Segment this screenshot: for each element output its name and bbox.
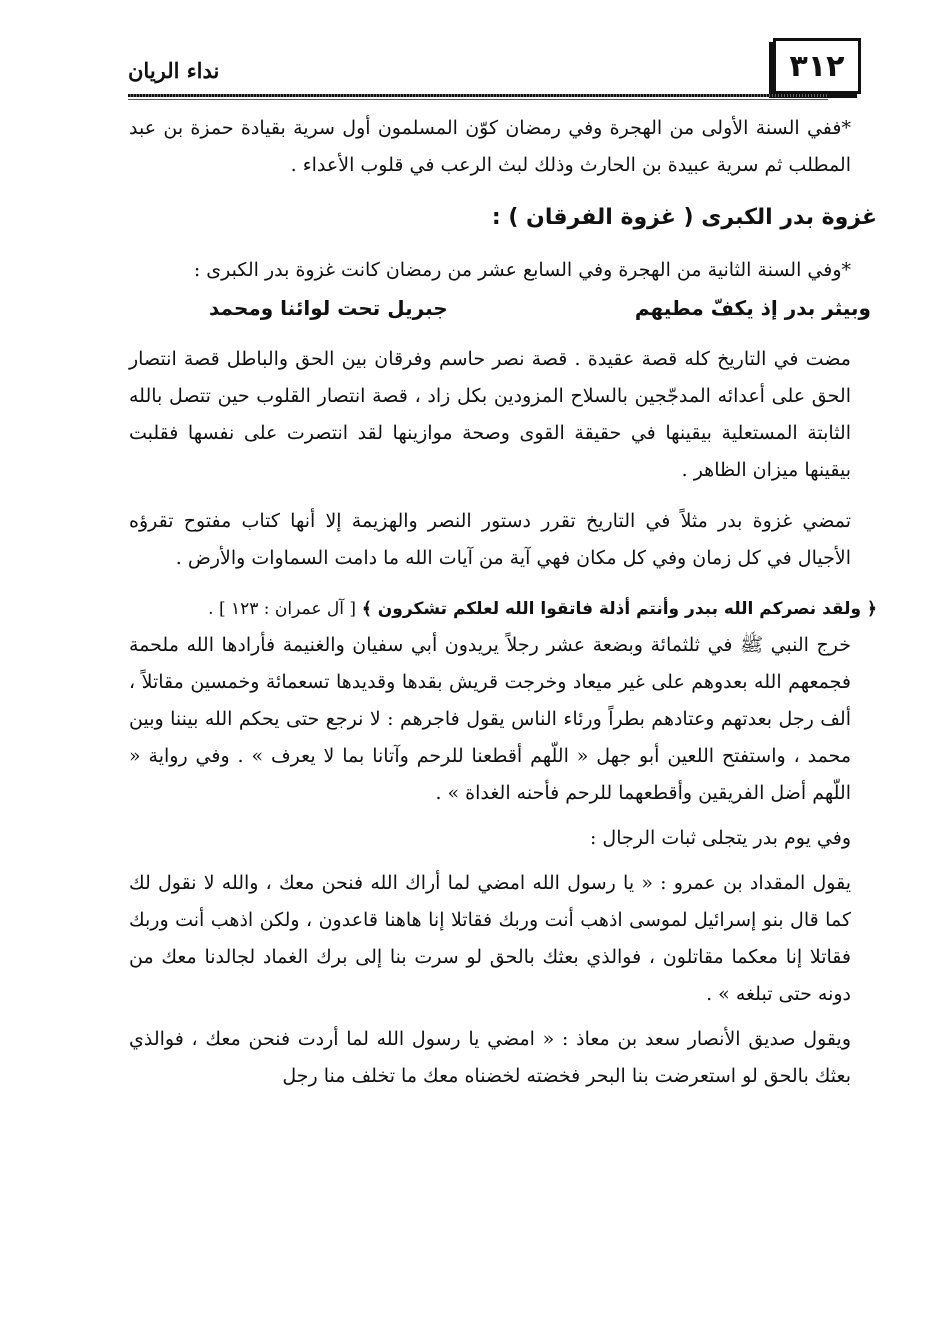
verse-hemistich-1: وبيثر بدر إذ يكفّ مطيهم bbox=[634, 296, 871, 320]
paragraph-open-book: تمضي غزوة بدر مثلاً في التاريخ تقرر دستور النصر والهزيمة إلا أنها كتاب مفتوح تقرؤه الأجيال في كل زمان وفي كل مكان فهي آية من آيات الله ما دامت السماوات والأرض . bbox=[129, 510, 851, 569]
verse-hemistich-2: جبريل تحت لوائنا ومحمد bbox=[209, 296, 448, 320]
paragraph-story-of-creed: مضت في التاريخ كله قصة عقيدة . قصة نصر حاسم وفرقان بين الحق والباطل قصة انتصار الحق على أعدائه المدجّجين بالسلاح المزودين بكل زاد ، قصة انتصار القلوب حين تتصل بالله الثابتة المستعلية بيقينها في حقيقة القوى وصحة موازينها لقد انتصرت على نفسها فقلبت بيقينها ميزان الظاهر . bbox=[129, 348, 851, 481]
header-rule-thin bbox=[128, 99, 828, 100]
running-title: نداء الريان bbox=[128, 58, 220, 83]
paragraph-steadfast-men: وفي يوم بدر يتجلى ثبات الرجال : bbox=[589, 827, 851, 849]
header-rule bbox=[128, 94, 828, 97]
paragraph-saad-bin-muadh: ويقول صديق الأنصار سعد بن معاذ : « امضي يا رسول الله لما أردت فنحن معك ، فوالذي بعثك بالحق لو استعرضت بنا البحر فخضته لخضناه معك ما تخلف منا رجل bbox=[129, 1028, 851, 1087]
section-heading: غزوة بدر الكبرى ( غزوة الفرقان ) : bbox=[491, 205, 877, 230]
paragraph-badr-date: *وفي السنة الثانية من الهجرة وفي السابع عشر من رمضان كانت غزوة بدر الكبرى : bbox=[193, 259, 851, 281]
quran-verse bbox=[129, 591, 877, 627]
page-body bbox=[129, 110, 877, 1095]
quran-verse-reference: [ آل عمران : ١٢٣ ] . bbox=[208, 599, 356, 619]
paragraph-first-sariyya: *ففي السنة الأولى من الهجرة وفي رمضان كوّن المسلمون أول سرية بقيادة حمزة بن عبد المطلب ثم سرية عبيدة بن الحارث وذلك لبث الرعب في قلوب الأعداء . bbox=[129, 117, 851, 176]
quran-verse-text: ﴿ ولقد نصركم الله ببدر وأنتم أذلة فاتقوا الله لعلكم تشكرون ﴾ bbox=[361, 599, 877, 619]
page-number: ٣١٢ bbox=[773, 38, 861, 94]
poetry-verse bbox=[129, 289, 877, 327]
paragraph-march-to-badr: خرج النبي ﷺ في ثلثمائة وبضعة عشر رجلاً يريدون أبي سفيان والغنيمة فأرادها الله ملحمة فجمعهم الله بعدوهم على غير ميعاد وخرجت قريش بقدها وقديدها تسعمائة وخمسين مقاتلاً ، ألف رجل بعدتهم وعتادهم بطراً ورئاء الناس يقول فاجرهم : لا نرجع حتى يحكم الله بيننا وبين محمد ، واستفتح اللعين أبو جهل « اللّهم أقطعنا للرحم وآتانا بما لا يعرف » . وفي رواية « اللّهم أضل الفريقين وأقطعهما للرحم فأحنه الغداة » . bbox=[129, 634, 851, 804]
paragraph-miqdad: يقول المقداد بن عمرو : « يا رسول الله امضي لما أراك الله فنحن معك ، والله لا نقول لك كما قال بنو إسرائيل لموسى اذهب أنت وربك فقاتلا إنا هاهنا قاعدون ، ولكن اذهب أنت وربك فقاتلا إنا معكما مقاتلون ، فوالذي بعثك بالحق لو سرت بنا إلى برك الغماد لجالدنا معك من دونه حتى تبلغه » . bbox=[129, 872, 851, 1005]
